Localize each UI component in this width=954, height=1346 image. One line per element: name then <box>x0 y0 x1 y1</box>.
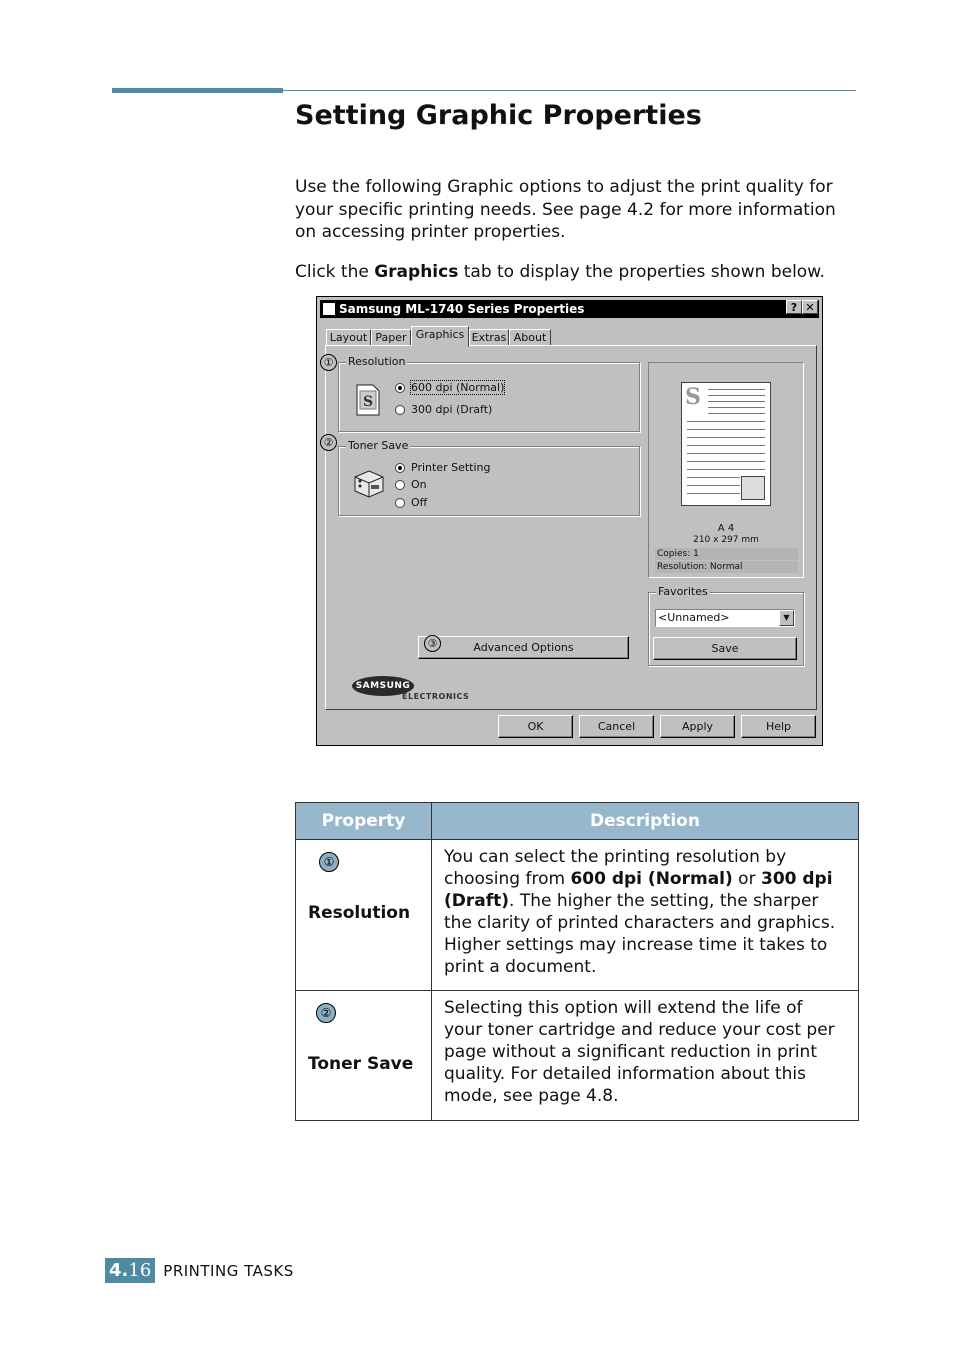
radio-toner-on-dot <box>395 480 405 490</box>
preview-paper-size: A 4 <box>717 523 735 534</box>
svg-text:S: S <box>362 394 374 410</box>
help-title-button[interactable]: ? <box>786 300 802 314</box>
favorites-value: <Unnamed> <box>658 611 730 624</box>
preview-copies: Copies: 1 <box>655 548 798 560</box>
desc-bold: 600 dpi (Normal) <box>570 869 733 889</box>
row-property-cell <box>296 991 432 1121</box>
preview-paper <box>681 382 771 506</box>
resolution-group-label: Resolution <box>348 355 406 368</box>
dialog-title: Samsung ML-1740 Series Properties <box>339 302 585 316</box>
radio-600-label: 600 dpi (Normal) <box>411 381 505 394</box>
favorites-group <box>648 585 804 666</box>
favorites-label: Favorites <box>658 585 708 598</box>
table-header-row <box>296 803 859 840</box>
tab-layout[interactable]: Layout <box>326 329 371 346</box>
chevron-down-icon[interactable]: ▼ <box>779 610 794 626</box>
radio-toner-off-dot <box>395 498 405 508</box>
dialog-titlebar <box>320 300 819 318</box>
favorites-save-button[interactable]: Save <box>653 637 797 660</box>
property-table <box>295 802 859 1121</box>
preview-image-icon <box>741 476 765 500</box>
desc-text: You can select the printing resolution by choosing from <box>444 847 787 889</box>
intro-paragraph: Use the following Graphic options to adjust the print quality for your specific printing needs. See page 4.2 for more information on accessing printer properties. <box>295 177 836 242</box>
tab-extras[interactable]: Extras <box>469 329 509 346</box>
toner-save-group <box>338 439 640 516</box>
heading-rule-thin <box>283 90 856 91</box>
instruction-prefix: Click the <box>295 262 375 282</box>
page-title: Setting Graphic Properties <box>295 100 702 131</box>
radio-printer-setting-label: Printer Setting <box>411 461 491 474</box>
ok-button[interactable]: OK <box>498 715 573 738</box>
tab-paper[interactable]: Paper <box>371 329 411 346</box>
graphics-panel <box>325 345 817 710</box>
preview-logo-icon: S <box>685 384 701 410</box>
row-marker-1: ① <box>319 852 339 872</box>
radio-600-dpi[interactable] <box>395 381 504 394</box>
instruction-suffix: tab to display the properties shown below. <box>458 262 825 282</box>
page-footer <box>105 1258 294 1283</box>
printer-app-icon <box>323 303 335 315</box>
toner-printer-icon <box>351 467 387 501</box>
close-icon[interactable]: ✕ <box>802 300 818 314</box>
radio-toner-on[interactable] <box>395 478 427 491</box>
row-name-resolution: Resolution <box>308 903 411 923</box>
resolution-page-icon <box>355 383 381 417</box>
header-description: Description <box>432 803 859 840</box>
properties-dialog <box>316 296 823 746</box>
cancel-button[interactable]: Cancel <box>579 715 654 738</box>
desc-bold: 300 dpi (Draft) <box>444 869 833 911</box>
desc-text: or <box>732 869 761 889</box>
row-name-toner-save: Toner Save <box>308 1054 414 1074</box>
radio-600-dot <box>395 383 405 393</box>
instruction-paragraph <box>295 261 860 284</box>
row-description-cell <box>432 840 859 991</box>
callout-3: ③ <box>424 635 441 652</box>
table-row <box>296 840 859 991</box>
apply-button[interactable]: Apply <box>660 715 735 738</box>
tab-graphics[interactable]: Graphics <box>411 326 469 347</box>
callout-1: ① <box>320 354 337 371</box>
radio-300-dpi[interactable] <box>395 403 492 416</box>
logo-brand: SAMSUNG <box>352 676 414 696</box>
instruction-bold: Graphics <box>374 262 459 282</box>
radio-toner-off-label: Off <box>411 496 428 509</box>
page-number-box <box>105 1258 155 1283</box>
page-preview <box>648 362 804 578</box>
page-number: 16 <box>128 1260 152 1281</box>
radio-printer-setting-dot <box>395 463 405 473</box>
row-property-cell <box>296 840 432 991</box>
logo-sub: ELECTRONICS <box>402 692 470 701</box>
preview-resolution: Resolution: Normal <box>655 561 798 573</box>
heading-rule-thick <box>112 88 283 93</box>
callout-2: ② <box>320 434 337 451</box>
radio-toner-on-label: On <box>411 478 427 491</box>
resolution-group <box>338 355 640 432</box>
chapter-number: 4. <box>109 1260 129 1281</box>
desc-text: . The higher the setting, the sharper the clarity of printed characters and graphics. Higher settings may increase time it takes to print a document. <box>444 891 836 977</box>
favorites-combo[interactable] <box>655 609 795 627</box>
radio-300-dot <box>395 405 405 415</box>
row-description-cell: Selecting this option will extend the life of your toner cartridge and reduce your cost per page without a significant reduction in print quality. For detailed information about this mode, see page 4.8. <box>432 991 859 1121</box>
row-marker-2: ② <box>316 1003 336 1023</box>
tab-about[interactable]: About <box>509 329 551 346</box>
radio-toner-off[interactable] <box>395 496 427 509</box>
radio-300-label: 300 dpi (Draft) <box>411 403 493 416</box>
help-button[interactable]: Help <box>741 715 816 738</box>
toner-group-label: Toner Save <box>348 439 409 452</box>
samsung-logo <box>352 676 470 701</box>
radio-printer-setting[interactable] <box>395 461 490 474</box>
preview-dimensions: 210 x 297 mm <box>693 535 759 545</box>
header-property: Property <box>296 803 432 840</box>
table-row <box>296 991 859 1121</box>
advanced-options-button[interactable]: Advanced Options <box>418 636 629 659</box>
section-name: PRINTING TASKS <box>163 1261 294 1280</box>
